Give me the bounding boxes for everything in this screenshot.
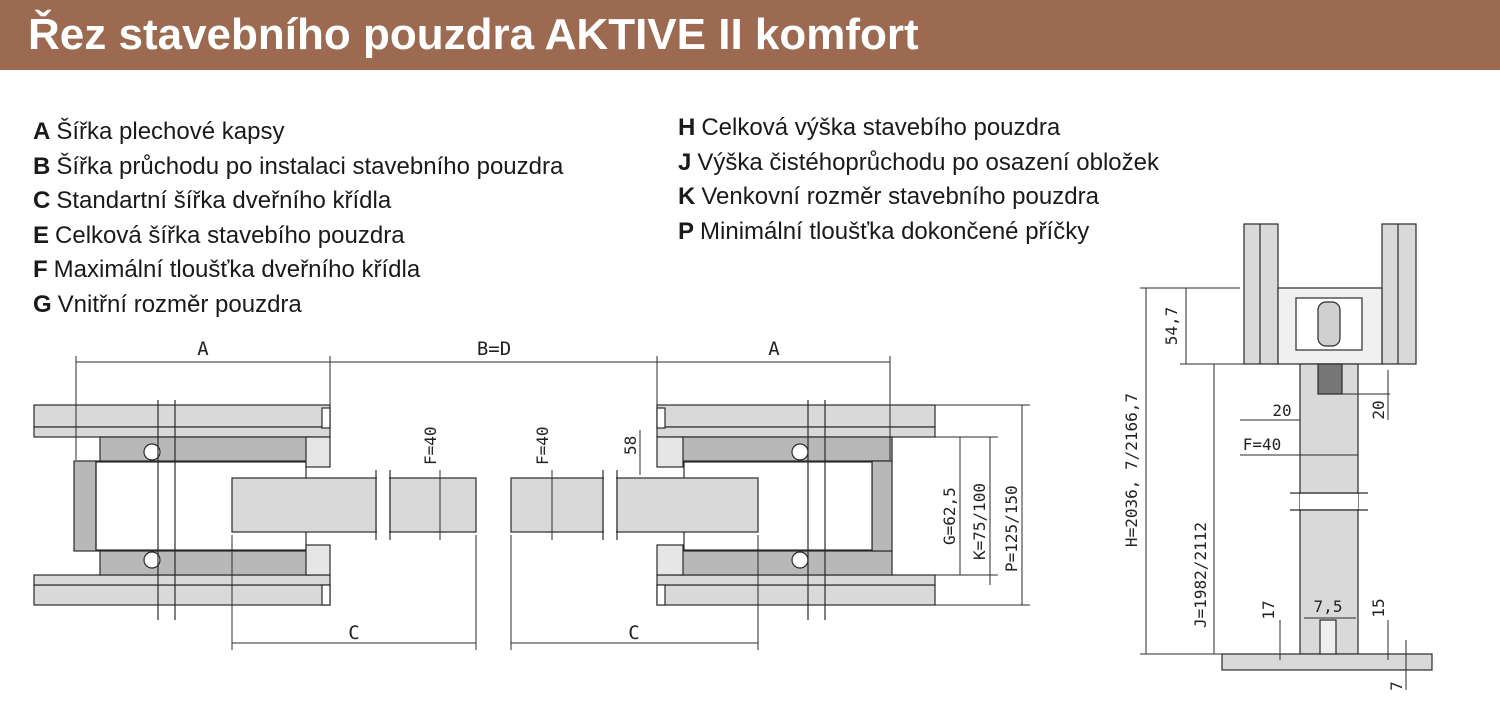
legend-item-k: K Venkovní rozměr stavebního pouzdra xyxy=(678,183,1099,210)
door-leaf-right xyxy=(511,470,758,540)
dim-a-right: A xyxy=(768,338,780,360)
legend-item-c: C Standartní šířka dveřního křídla xyxy=(33,187,392,214)
dim-20-b: 20 xyxy=(1369,400,1388,420)
legend-item-h: H Celková výška stavebího pouzdra xyxy=(678,114,1061,141)
door-leaf-left xyxy=(232,470,476,540)
dim-f-left: F=40 xyxy=(421,426,440,465)
dim-58: 58 xyxy=(621,435,640,455)
dim-h: H=2036, 7/2166,7 xyxy=(1122,392,1141,548)
legend-item-g: G Vnitřní rozměr pouzdra xyxy=(33,290,302,318)
dim-7: 7 xyxy=(1387,681,1406,691)
legend-item-p: P Minimální tloušťka dokončené příčky xyxy=(678,217,1090,245)
dim-15: 15 xyxy=(1369,598,1388,618)
dim-bd: B=D xyxy=(476,338,512,360)
dim-20-a: 20 xyxy=(1272,401,1292,420)
dim-p: P=125/150 xyxy=(1002,485,1021,572)
dim-j: J=1982/2112 xyxy=(1191,522,1210,628)
dim-c-right: C xyxy=(628,622,640,644)
legend-item-f: F Maximální tloušťka dveřního křídla xyxy=(33,256,421,283)
dim-f-right: F=40 xyxy=(533,426,552,465)
page-title: Řez stavebního pouzdra AKTIVE II komfort xyxy=(28,10,919,59)
plan-view xyxy=(34,356,1030,650)
dim-f-section: F=40 xyxy=(1242,435,1282,454)
dim-7-5: 7,5 xyxy=(1313,597,1343,616)
dim-a-left: A xyxy=(197,338,209,360)
legend-item-a: A Šířka plechové kapsy xyxy=(33,118,285,145)
dim-k: K=75/100 xyxy=(970,482,989,560)
section-view xyxy=(1140,224,1432,690)
dim-17: 17 xyxy=(1259,600,1278,620)
legend-item-b: B Šířka průchodu po instalaci stavebního pouzdra xyxy=(33,152,564,180)
dim-c-left: C xyxy=(348,622,360,644)
dim-54-7: 54,7 xyxy=(1162,306,1181,346)
legend-item-e: E Celková šířka stavebího pouzdra xyxy=(33,221,405,249)
dim-g: G=62,5 xyxy=(940,487,959,545)
legend-item-j: J Výška čistéhoprůchodu po osazení obložek xyxy=(678,148,1159,176)
